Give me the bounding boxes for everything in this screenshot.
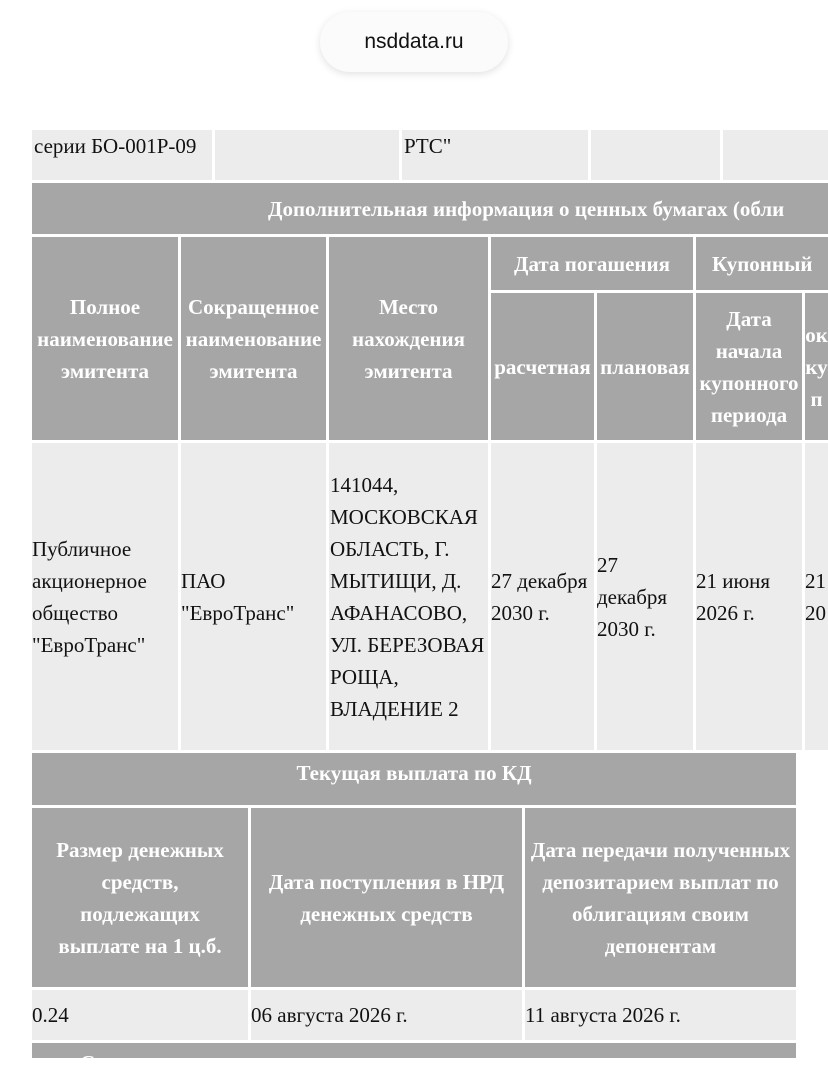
row-coupon-end-partial: 21 20 [805,443,828,750]
header-nrd-date: Дата поступления в НРД денежных средств [251,808,522,987]
row-short-name: ПАО "ЕвроТранс" [181,443,326,750]
empty-cell-1 [215,130,399,180]
row-full-name: Публичное акционерное общество "ЕвроТранс" [32,443,178,750]
header-coupon-start: Дата начала купонного периода [696,293,802,440]
header-transfer-date: Дата передачи полученных депозитарием выплат по облигациям своим депонентам [525,808,796,987]
series-text: серии БО-001Р-09 [34,134,197,158]
empty-cell-2 [591,130,720,180]
rts-text: РТС" [404,134,452,158]
header-coupon: Купонный [696,237,828,290]
header-maturity-plan: плановая [597,293,693,440]
empty-cell-3 [723,130,828,180]
additional-info-title: Дополнительная информация о ценных бумагах (обли [32,183,828,234]
row-location: 141044, МОСКОВСКАЯ ОБЛАСТЬ, Г. МЫТИЩИ, Д. АФАНАСОВО, УЛ. БЕРЕЗОВАЯ РОЩА, ВЛАДЕНИЕ 2 [329,443,488,750]
row-amount: 0.24 [32,990,248,1040]
header-short-name: Сокращенное наименование эмитента [181,237,326,440]
row-nrd-date: 06 августа 2026 г. [251,990,522,1040]
current-payment-title: Текущая выплата по КД [32,753,796,805]
url-text: nsddata.ru [364,30,464,53]
row-maturity-plan: 27 декабря 2030 г. [597,443,693,750]
header-location: Место нахождения эмитента [329,237,488,440]
header-full-name: Полное наименование эмитента [32,237,178,440]
header-maturity-calc: расчетная [491,293,594,440]
url-bar[interactable] [320,12,508,72]
header-maturity-date: Дата погашения [491,237,693,290]
row-transfer-date: 11 августа 2026 г. [525,990,796,1040]
rts-cell [402,130,588,180]
row-maturity-calc: 27 декабря 2030 г. [491,443,594,750]
header-amount: Размер денежных средств, подлежащих выплате на 1 ц.б. [32,808,248,987]
row-coupon-start: 21 июня 2026 г. [696,443,802,750]
header-coupon-end-partial: ок ку п [805,293,828,440]
next-section-partial: С [32,1043,796,1058]
series-cell [32,130,212,180]
